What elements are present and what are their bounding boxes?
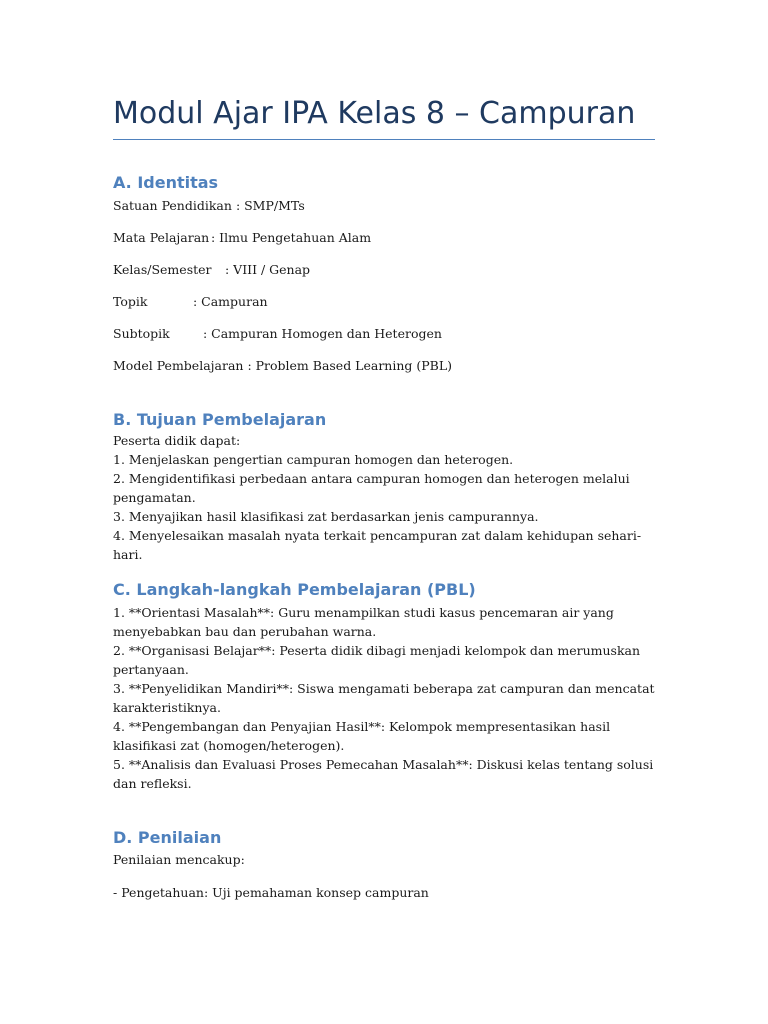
field-label: Satuan Pendidikan (113, 198, 232, 213)
field-value: : SMP/MTs (235, 198, 305, 213)
section-body-tujuan (113, 431, 655, 564)
list-item: - Pengetahuan: Uji pemahaman konsep campuran (113, 885, 429, 900)
field-label: Topik (113, 294, 148, 309)
list-item: 1. Menjelaskan pengertian campuran homogen dan heterogen. (113, 452, 514, 467)
section-body-langkah (113, 603, 655, 793)
list-item: 2. **Organisasi Belajar**: Peserta didik dibagi menjadi kelompok dan merumuskan pertanyaan. (113, 643, 641, 677)
section-intro: Peserta didik dapat: (113, 433, 241, 448)
list-item: 3. Menyajikan hasil klasifikasi zat berdasarkan jenis campurannya. (113, 509, 539, 524)
field-value: : Campuran Homogen dan Heterogen (202, 326, 442, 341)
list-item: 5. **Analisis dan Evaluasi Proses Pemecahan Masalah**: Diskusi kelas tentang solusi dan refleksi. (113, 757, 654, 791)
field-row-subtopik (113, 324, 655, 343)
section-heading-penilaian: D. Penilaian (113, 828, 222, 847)
field-label: Subtopik (113, 326, 170, 341)
field-value: : Problem Based Learning (PBL) (247, 358, 453, 373)
list-item: 2. Mengidentifikasi perbedaan antara campuran homogen dan heterogen melalui pengamatan. (113, 471, 630, 505)
field-value: : Ilmu Pengetahuan Alam (210, 230, 372, 245)
list-item: 3. **Penyelidikan Mandiri**: Siswa mengamati beberapa zat campuran dan mencatat karakteristiknya. (113, 681, 655, 715)
list-item: 4. **Pengembangan dan Penyajian Hasil**: Kelompok mempresentasikan hasil klasifikasi zat (homogen/heterogen). (113, 719, 611, 753)
list-item: 4. Menyelesaikan masalah nyata terkait pencampuran zat dalam kehidupan sehari-hari. (113, 528, 642, 562)
field-value: : Campuran (192, 294, 268, 309)
title-divider (113, 139, 655, 140)
field-row-satuan-pendidikan (113, 196, 655, 215)
section-intro-penilaian: Penilaian mencakup: (113, 852, 245, 867)
section-heading-identitas: A. Identitas (113, 173, 219, 192)
section-heading-langkah: C. Langkah-langkah Pembelajaran (PBL) (113, 580, 476, 599)
field-value: : VIII / Genap (224, 262, 311, 277)
field-label: Kelas/Semester (113, 262, 212, 277)
field-label: Model Pembelajaran (113, 358, 244, 373)
field-label: Mata Pelajaran (113, 230, 210, 245)
field-row-kelas-semester (113, 260, 655, 279)
section-heading-tujuan: B. Tujuan Pembelajaran (113, 410, 327, 429)
field-row-mata-pelajaran (113, 228, 655, 247)
field-row-model-pembelajaran (113, 356, 655, 375)
field-row-topik (113, 292, 655, 311)
document-title: Modul Ajar IPA Kelas 8 – Campuran (113, 96, 636, 131)
list-item: 1. **Orientasi Masalah**: Guru menampilkan studi kasus pencemaran air yang menyebabkan bau dan perubahan warna. (113, 605, 614, 639)
